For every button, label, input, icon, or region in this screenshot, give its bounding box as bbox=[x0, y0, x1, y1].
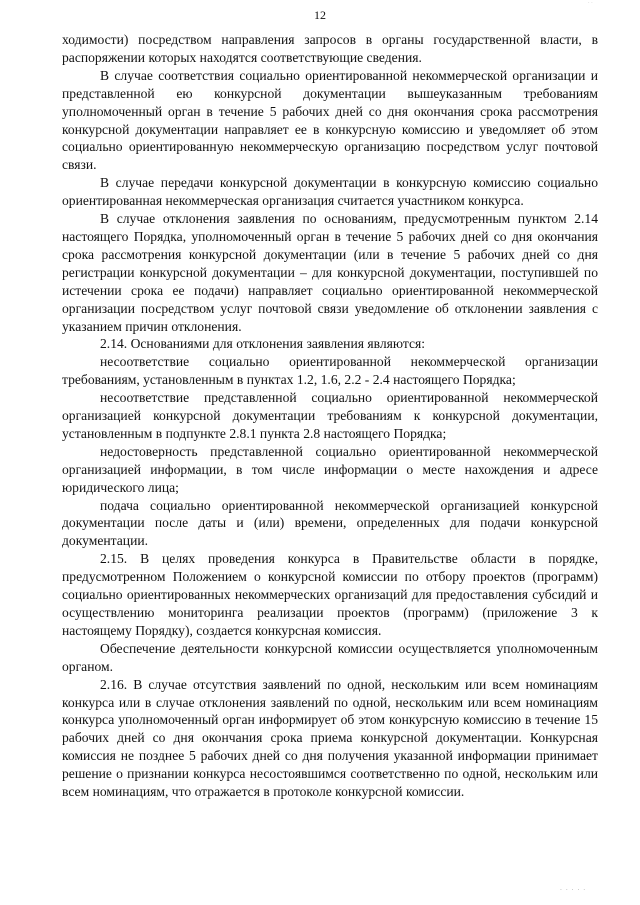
page-number: 12 bbox=[314, 8, 326, 22]
document-body bbox=[62, 31, 598, 801]
scan-mark-top: · · bbox=[588, 0, 593, 6]
clause-2-15-support: Обеспечение деятельности конкурсной комиссии осуществляется уполномоченным органом. bbox=[62, 640, 598, 674]
paragraph-rejection: В случае отклонения заявления по основаниям, предусмотренным пунктом 2.14 настоящего Порядка, уполномоченный орган в течение 5 рабочих дней со дня окончания срока рассмотрения конкурсной документации (или в течение 5 рабочих дней со дня регистрации конкурсной документации – для конкурсной документации, поступившей по истечении срока ее подачи) направляет социально ориентированной некоммерческой организации посредством услуг почтовой связи уведомление об отклонении заявления с указанием причин отклонения. bbox=[62, 211, 598, 334]
clause-2-15: 2.15. В целях проведения конкурса в Правительстве области в порядке, предусмотренном Положением о конкурсной комиссии по отбору проектов (программ) социально ориентированных некоммерческих организаций для предоставления субсидий и осуществлению мониторинга реализации проектов (программ) (приложение 3 к настоящему Порядку), создается конкурсная комиссия. bbox=[62, 551, 598, 638]
paragraph-continuation: ходимости) посредством направления запросов в органы государственной власти, в распоряжении которых находятся соответствующие сведения. bbox=[62, 32, 598, 65]
clause-2-14-item-2: несоответствие представленной социально ориентированной некоммерческой организацией конкурсной документации требованиям к конкурсной документации, установленным в подпункте 2.8.1 пункта 2.8 настоящего Порядка; bbox=[62, 390, 598, 441]
clause-2-14-item-4: подача социально ориентированной некоммерческой организацией конкурсной документации после даты и (или) времени, определенных для подачи конкурсной документации. bbox=[62, 497, 598, 549]
paragraph-transfer: В случае передачи конкурсной документации в конкурсную комиссию социально ориентированная некоммерческая организация считается участником конкурса. bbox=[62, 175, 598, 209]
clause-2-14-item-1: несоответствие социально ориентированной некоммерческой организации требованиям, установленным в пунктах 1.2, 1.6, 2.2 - 2.4 настоящего Порядка; bbox=[62, 354, 598, 388]
clause-2-14-item-3: недостоверность представленной социально ориентированной некоммерческой организацией информации, в том числе информации о месте нахождения и адресе юридического лица; bbox=[62, 443, 598, 495]
clause-2-16: 2.16. В случае отсутствия заявлений по одной, нескольким или всем номинациям конкурса или в случае отклонения заявлений по одной, нескольким или всем номинациям конкурса уполномоченный орган информирует об этом конкурсную комиссию в течение 15 рабочих дней со дня окончания срока приема конкурсной документации. Конкурсная комиссия не позднее 5 рабочих дней со дня получения указанной информации принимает решение о признании конкурса несостоявшимся соответственно по одной, нескольким или всем номинациям, что отражается в протоколе конкурсной комиссии. bbox=[62, 676, 598, 800]
clause-2-14-heading: 2.14. Основаниями для отклонения заявления являются: bbox=[100, 336, 426, 352]
paragraph-compliance: В случае соответствия социально ориентированной некоммерческой организации и представленной ею конкурсной документации вышеуказанным требованиям уполномоченный орган в течение 5 рабочих дней со дня окончания срока рассмотрения конкурсной документации направляет ее в конкурсную комиссию и уведомляет об этом социально ориентированную некоммерческую организацию посредством услуг почтовой связи. bbox=[62, 67, 598, 173]
scan-mark-bottom: · · · · · bbox=[560, 887, 587, 894]
